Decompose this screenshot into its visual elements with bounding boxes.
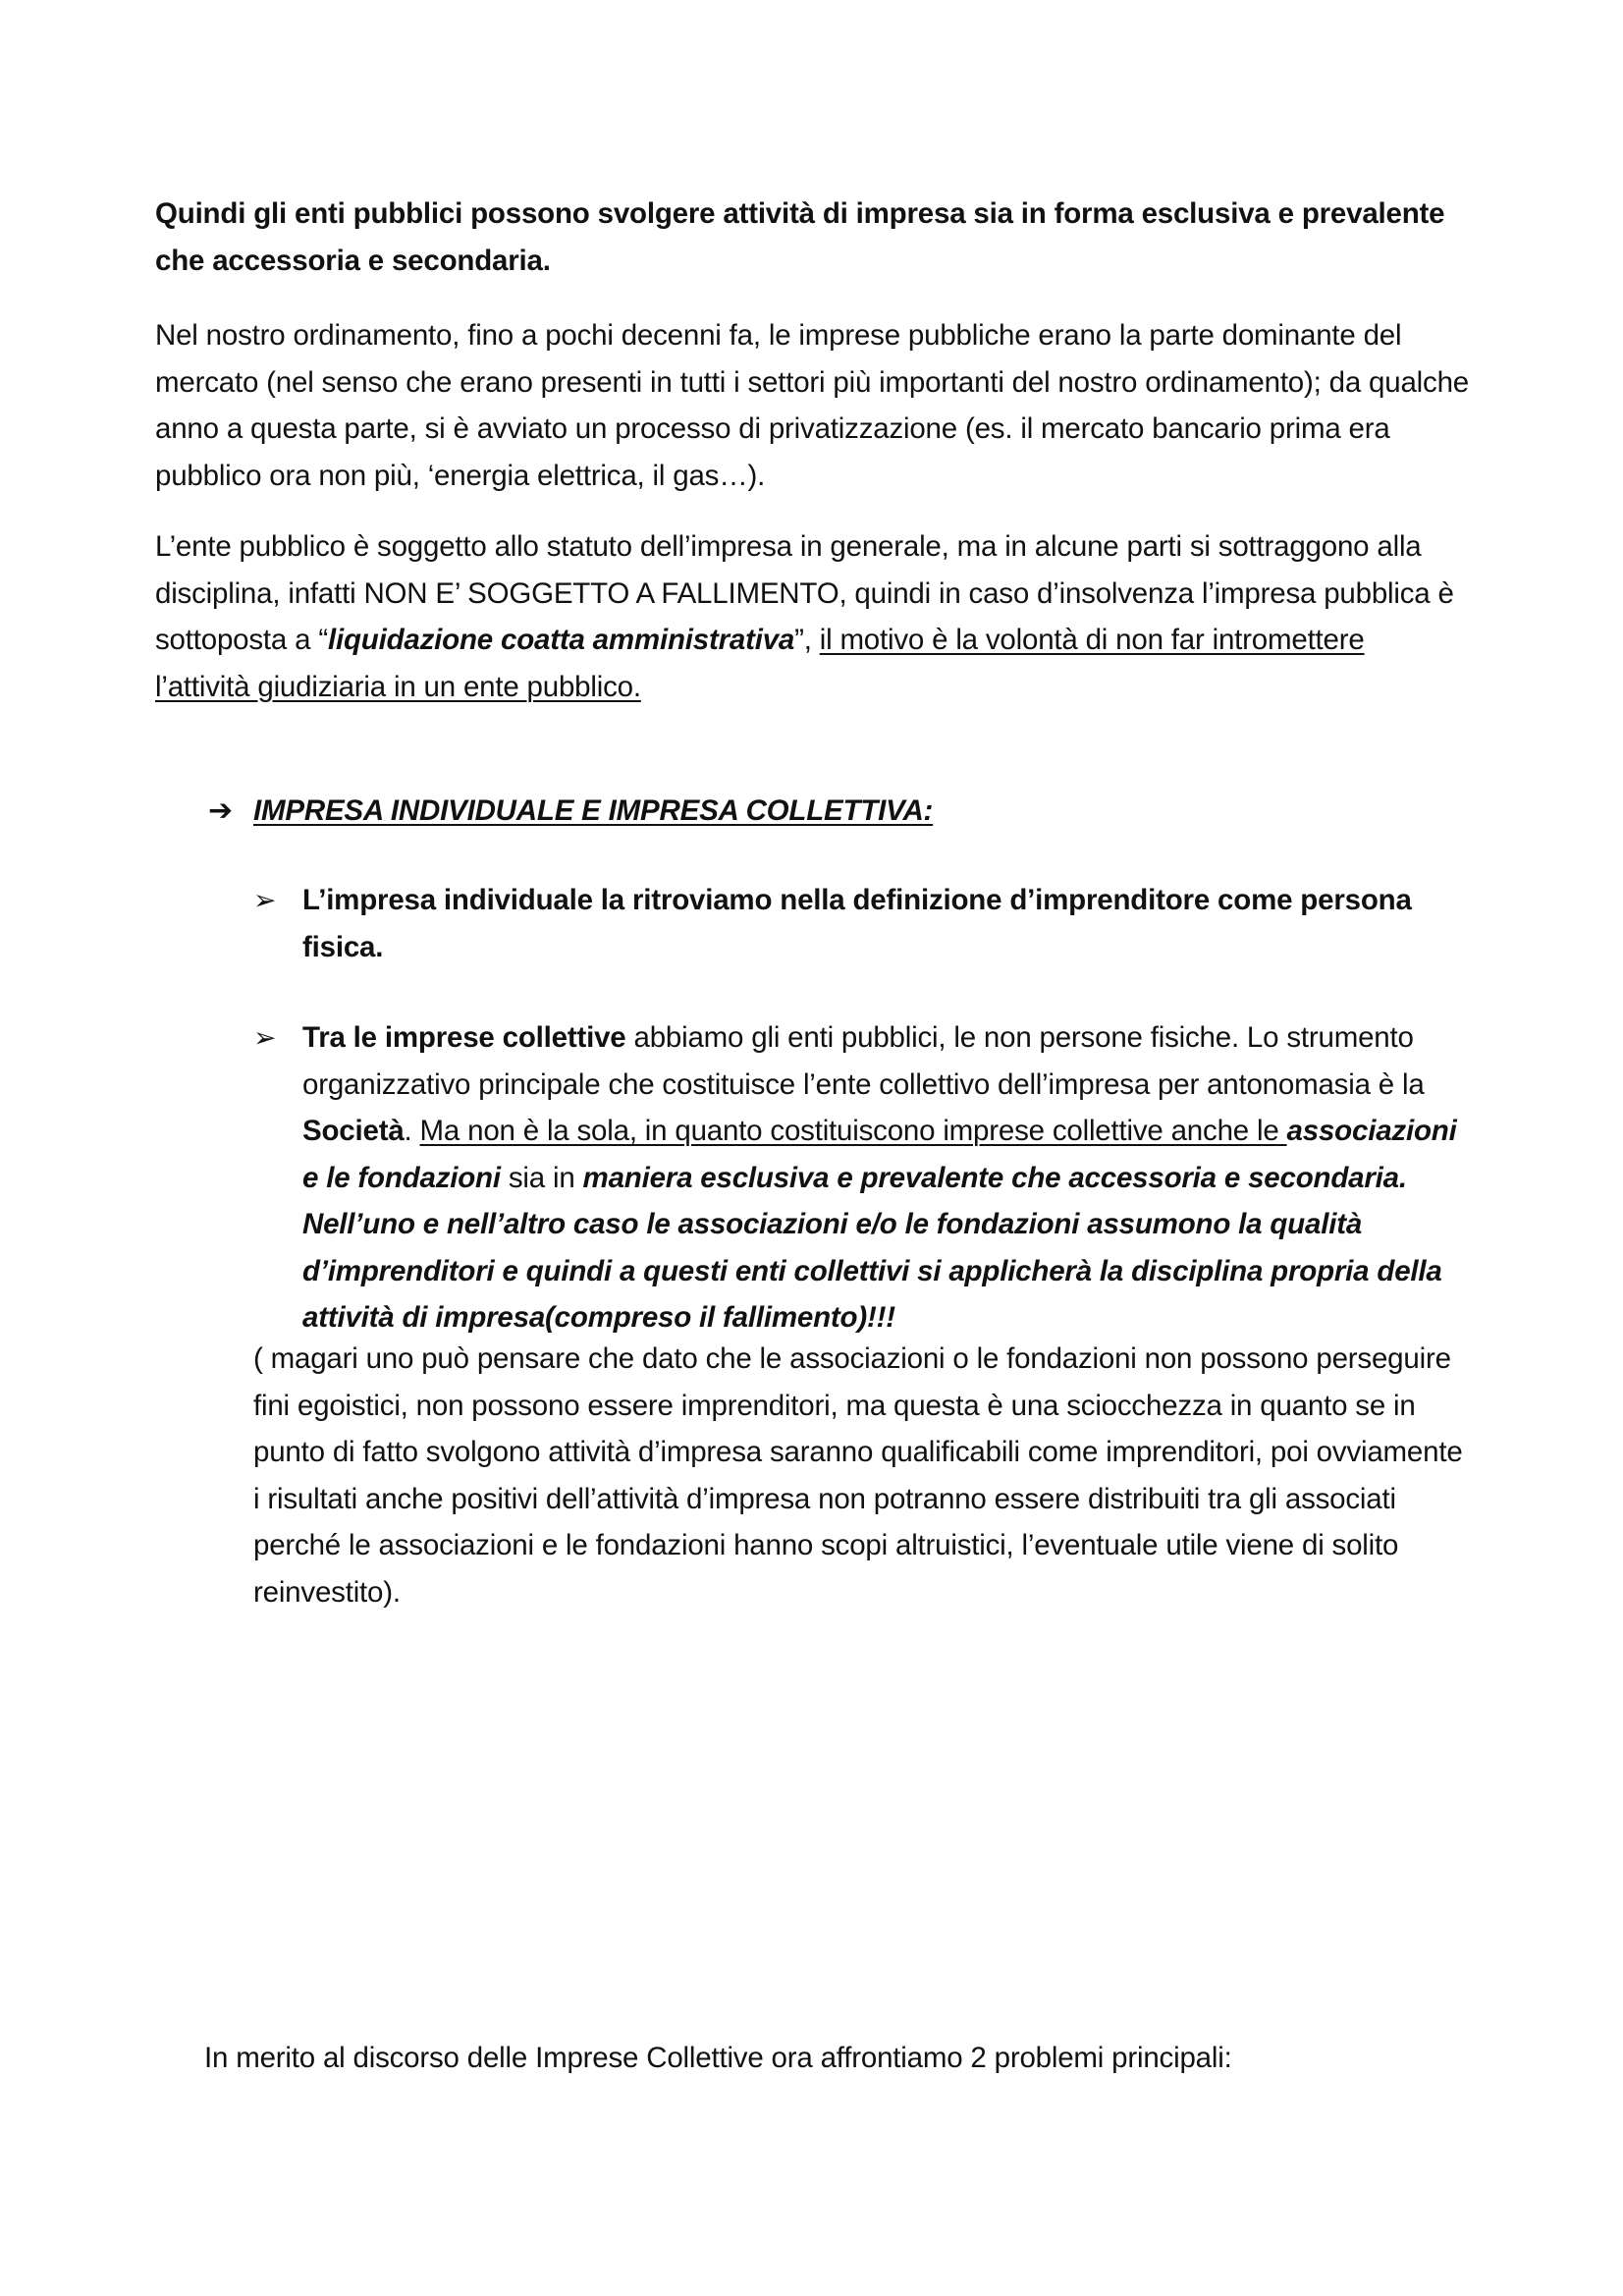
bullet-text: . <box>404 1115 420 1147</box>
maniera-esclusiva-term: maniera esclusiva e prevalente che accessoria e secondaria. Nell’uno e nell’altro caso le associazioni e/o le fondazioni assumono la qualità d’imprenditori e quindi a questi enti collettivi si applicherà la disciplina propria della attività di impresa(compreso il fallimento)!!! <box>302 1161 1442 1334</box>
bullet-text: abbiamo gli enti pubblici, le non persone fisiche. Lo strumento organizzativo principale che costituisce l’ente collettivo dell’impresa per antonomasia è la <box>302 1021 1425 1101</box>
bullet-lead: Tra le imprese collettive <box>302 1021 626 1054</box>
paragraph-ente-pubblico-statuto <box>155 523 1461 710</box>
bullet-imprese-collettive <box>302 1014 1461 1341</box>
paragraph-problemi-principali <box>204 2035 1481 2082</box>
paragraph-text: ( magari uno può pensare che dato che le associazioni o le fondazioni non possono perseguire fini egoistici, non possono essere imprenditori, ma questa è una sciocchezza in quanto se in punto di fatto svolgono attività d’impresa saranno qualificabili come imprenditori, poi ovviamente i risultati anche positivi dell’attività d’impresa non potranno essere distribuiti tra gli associati perché le associazioni e le fondazioni hanno scopi altruistici, l’eventuale utile viene di solito reinvestito). <box>253 1342 1463 1609</box>
section-heading: IMPRESA INDIVIDUALE E IMPRESA COLLETTIVA: <box>253 794 934 827</box>
liquidazione-term: liquidazione coatta amministrativa <box>327 624 795 656</box>
paragraph-ordinamento <box>155 312 1481 499</box>
bullet-arrowhead-icon: ➢ <box>253 1022 277 1053</box>
paragraph-text: ”, <box>794 624 820 656</box>
paragraph-text: Quindi gli enti pubblici possono svolgere attività di impresa sia in forma esclusiva e prevalente che accessoria e secondaria. <box>155 197 1445 277</box>
paragraph-text: In merito al discorso delle Imprese Collettive ora affrontiamo 2 problemi principali: <box>204 2042 1232 2074</box>
paragraph-text: L’ente pubblico è soggetto allo statuto dell’impresa in generale, ma in alcune parti si sottraggono alla disciplina, infatti NON E’ SOGGETTO A FALLIMENTO, quindi in caso d’insolvenza l’impresa pubblica è sottoposta a “ <box>155 530 1454 656</box>
right-arrow-icon: ➔ <box>208 794 234 827</box>
ma-non-sola-underlined: Ma non è la sola, in quanto costituiscono imprese collettive anche le <box>419 1115 1287 1147</box>
bullet-text: L’impresa individuale la ritroviamo nella definizione d’imprenditore come persona fisica. <box>302 884 1412 963</box>
paragraph-enti-pubblici <box>155 191 1461 284</box>
bullet-impresa-individuale <box>302 877 1441 970</box>
paragraph-text: Nel nostro ordinamento, fino a pochi decenni fa, le imprese pubbliche erano la parte dominante del mercato (nel senso che erano presenti in tutti i settori più importanti del nostro ordinamento); da qualche anno a questa parte, si è avviato un processo di privatizzazione (es. il mercato bancario prima era pubblico ora non più, ‘energia elettrica, il gas…). <box>155 319 1469 492</box>
associazioni-term: associazioni e le fondazioni <box>302 1115 1457 1194</box>
societa-term: Società <box>302 1115 405 1147</box>
paragraph-parenthetical <box>253 1336 1471 1615</box>
bullet-text: sia in <box>500 1161 583 1194</box>
bullet-arrowhead-icon: ➢ <box>253 885 277 915</box>
motivo-underlined: il motivo è la volontà di non far intromettere l’attività giudiziaria in un ente pubblico. <box>155 624 1365 703</box>
